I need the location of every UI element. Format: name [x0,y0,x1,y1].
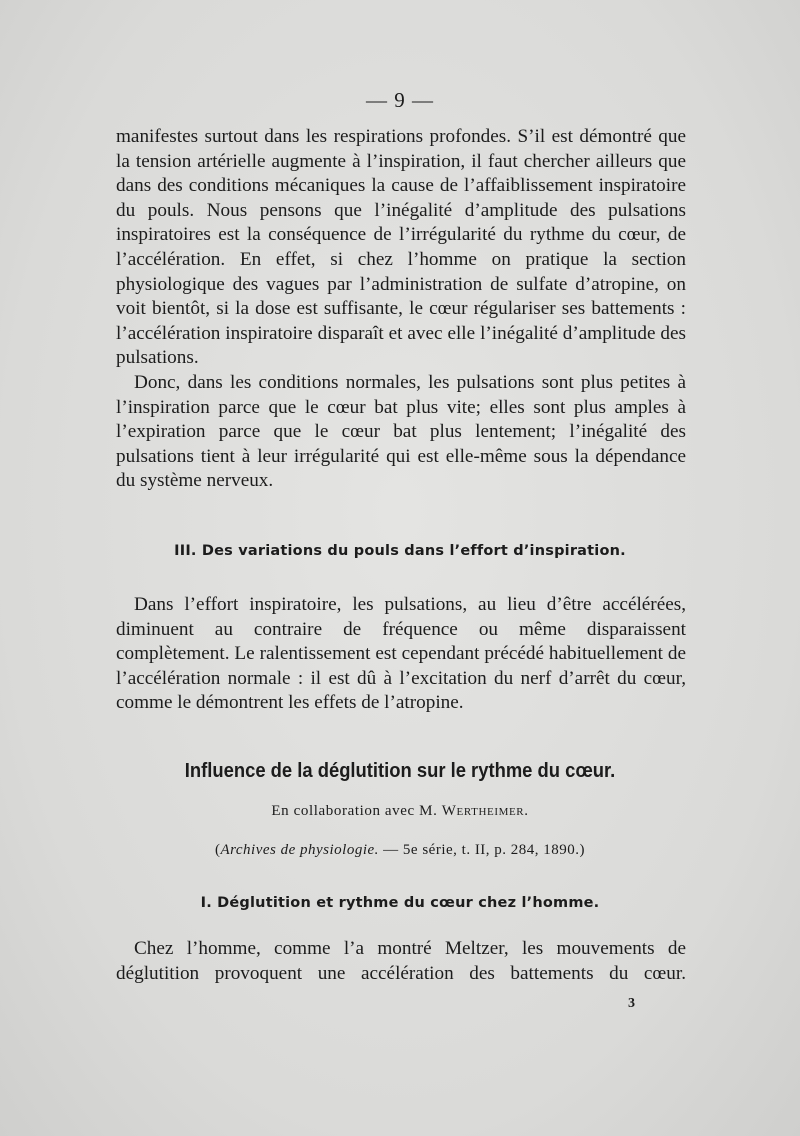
signature-mark: 3 [628,996,635,1011]
collaboration-line [0,803,800,820]
collab-prefix: En collaboration avec M. [271,803,438,819]
section-iii-text [116,593,686,716]
page-number: — 9 — [366,88,434,112]
section-i-text [116,937,686,986]
citation-journal: Archives de physiologie. [220,842,379,858]
paragraph: Dans l’effort inspiratoire, les pulsations, au lieu d’être accélérées, diminuent au contraire de fréquence ou même disparaissent complètement. Le ralentissement est cependant précédé habituellement de l’accélération normale : il est dû à l’excitation du nerf d’arrêt du cœur, comme le démontrent les effets de l’atropine. [116,594,686,714]
citation [0,842,800,859]
article-title: Influence de la déglutition sur le rythme du cœur. [184,760,616,782]
section-heading-iii: III. Des variations du pouls dans l’effort d’inspiration. [174,543,626,559]
citation-rest: — 5e série, t. II, p. 284, 1890.) [378,842,586,858]
paragraph: Chez l’homme, comme l’a montré Meltzer, les mouvements de déglutition provoquent une accélération des battements du cœur. [116,938,686,984]
paragraph: Donc, dans les conditions normales, les pulsations sont plus petites à l’inspiration parce que le cœur bat plus vite; elles sont plus amples à l’expiration parce que le cœur bat plus lentement; l’inégalité des pulsations tient à leur irrégularité qui est elle-même sous la dépendance du système nerveux. [116,371,686,492]
intro-text [116,125,686,494]
citation-open: ( [214,842,221,858]
paragraph: manifestes surtout dans les respirations profondes. S’il est démontré que la tension artérielle augmente à l’inspiration, il faut chercher ailleurs que dans des conditions mécaniques la cause de l’affaiblissement inspiratoire du pouls. Nous pensons que l’inégalité d’amplitude des pulsations inspiratoires est la conséquence de l’irrégularité du rythme du cœur, de l’accélération. En effet, si chez l’homme on pratique la section physiologique des vagues par l’administration de sulfate d’atropine, on voit bientôt, si la dose est suffisante, le cœur régulariser ses battements : l’accélération inspiratoire disparaît et avec elle l’inégalité d’amplitude des pulsations. [116,126,686,369]
collab-name: Wertheimer. [441,803,529,819]
section-heading-i: I. Déglutition et rythme du cœur chez l’homme. [200,895,600,911]
